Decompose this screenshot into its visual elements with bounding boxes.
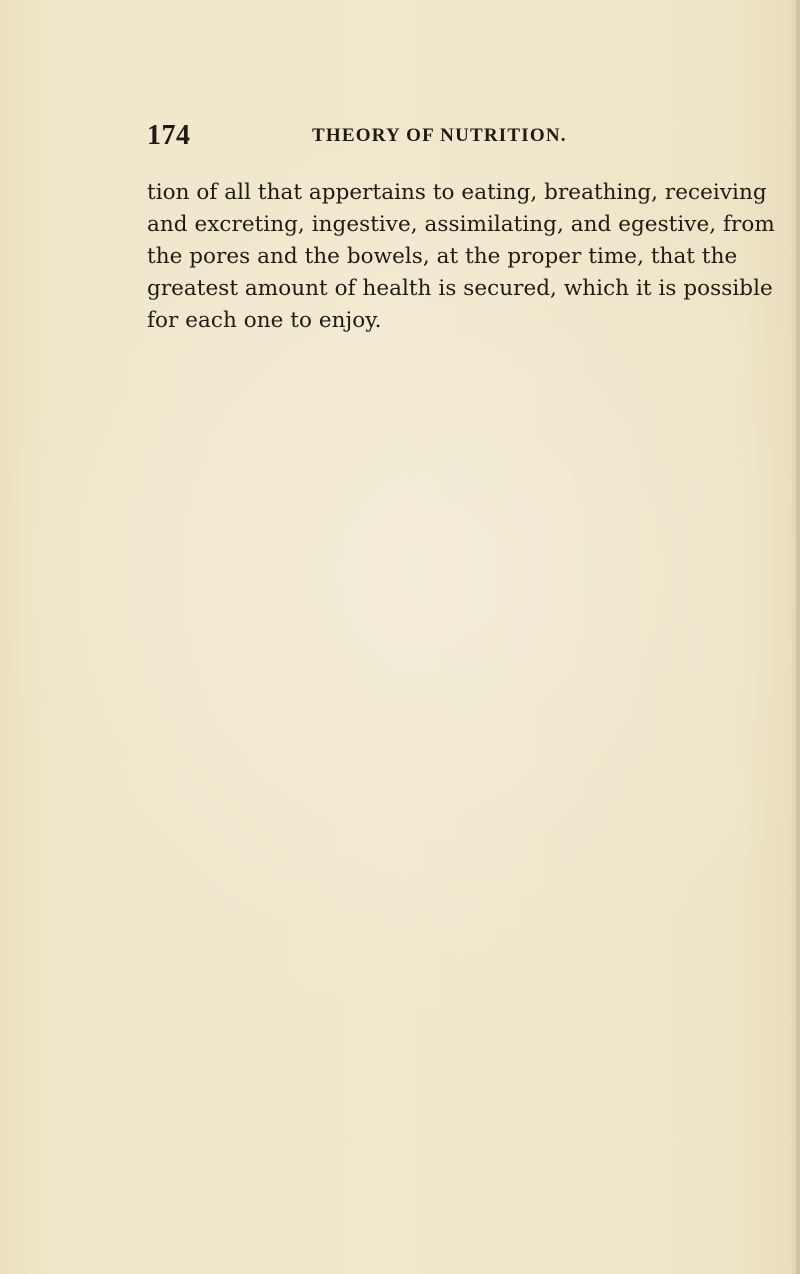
text-line-4: greatest amount of health is secured, which it is possible [147,276,773,301]
text-line-1: tion of all that appertains to eating, breathing, receiving [147,180,767,205]
running-head: THEORY OF NUTRITION. [312,125,567,146]
body-text [147,177,775,337]
text-line-3: the pores and the bowels, at the proper time, that the [147,244,738,269]
page-header [147,120,727,154]
text-line-2: and excreting, ingestive, assimilating, and egestive, from [147,212,775,237]
text-line-5: for each one to enjoy. [147,308,382,333]
page-edge-strip [796,0,800,1274]
page-number: 174 [147,120,191,151]
